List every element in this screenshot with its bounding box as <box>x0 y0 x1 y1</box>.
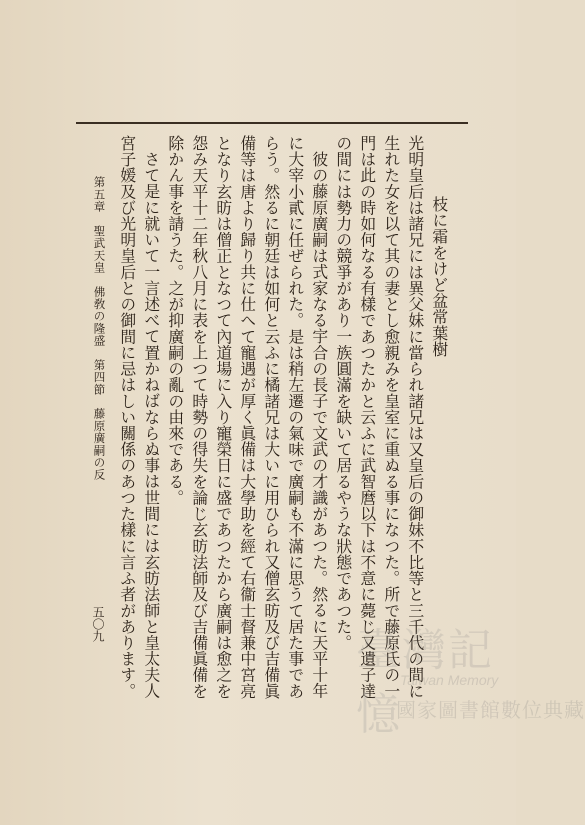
body-column-1: 光明皇后は諸兄には異父妹に當られ諸兄は又皇后の御妹不比等と三千代の間に <box>405 135 425 700</box>
body-column-0: 枝に霜をけど盆常葉樹 <box>429 196 449 358</box>
body-column-9: となり玄昉は僧正となつて內道場に入り寵榮日に盛であつたから廣嗣は愈之を <box>213 135 233 700</box>
watermark-logo: 臺灣記憶 <box>356 625 494 740</box>
watermark <box>356 614 585 740</box>
body-column-4: の間には勢力の競爭があり一族圓滿を缺いて居るやうな狀態であつた。 <box>333 135 353 651</box>
body-column-6: に大宰小貳に任ぜられた。是は稍左遷の氣味で廣嗣も不滿に思うて居た事であ <box>285 135 305 700</box>
body-column-5: 彼の藤原廣嗣は式家なる宇合の長子で文武の才識があつた。然るに天平十年 <box>309 151 329 699</box>
body-column-7: らう。然るに朝廷は如何と云ふに橘諸兄は大いに用ひられ又僧玄昉及び吉備眞 <box>261 135 281 700</box>
body-column-8: 備等は唐より歸り共に仕へて寵遇が厚く眞備は大學助を經て右衞士督兼中宮亮 <box>237 135 257 700</box>
running-header: 第五章 聖武天皇 佛敎の隆盛 第四節 藤原廣嗣の反 <box>92 176 107 481</box>
body-column-13: 宮子媛及び光明皇后との御間に忌はしい關係のあつた樣に言ふ者があります。 <box>117 135 137 700</box>
body-column-10: 怨み天平十二年秋八月に表を上つて時勢の得失を論じ玄昉法師及び吉備眞備を <box>189 135 209 700</box>
body-column-2: 生れた女を以て其の妻とし愈親みを皇室に重ぬる事になつた。所で藤原氏の一 <box>381 135 401 700</box>
page-number: 五〇九 <box>91 606 105 642</box>
body-column-11: 除かん事を請うた。之が抑廣嗣の亂の由來である。 <box>165 135 185 506</box>
top-rule <box>76 122 468 124</box>
body-column-3: 門は此の時如何なる有樣であつたかと云ふに武智麿以下は不意に薨じ又遺子達 <box>357 135 377 700</box>
watermark-chinese: 國家圖書館數位典藏 <box>396 698 585 722</box>
body-column-12: さて是に就いて一言述べて置かねばならぬ事は世間には玄昉法師と皇太夫人 <box>141 151 161 699</box>
watermark-english: Taiwan Memory <box>400 672 499 688</box>
